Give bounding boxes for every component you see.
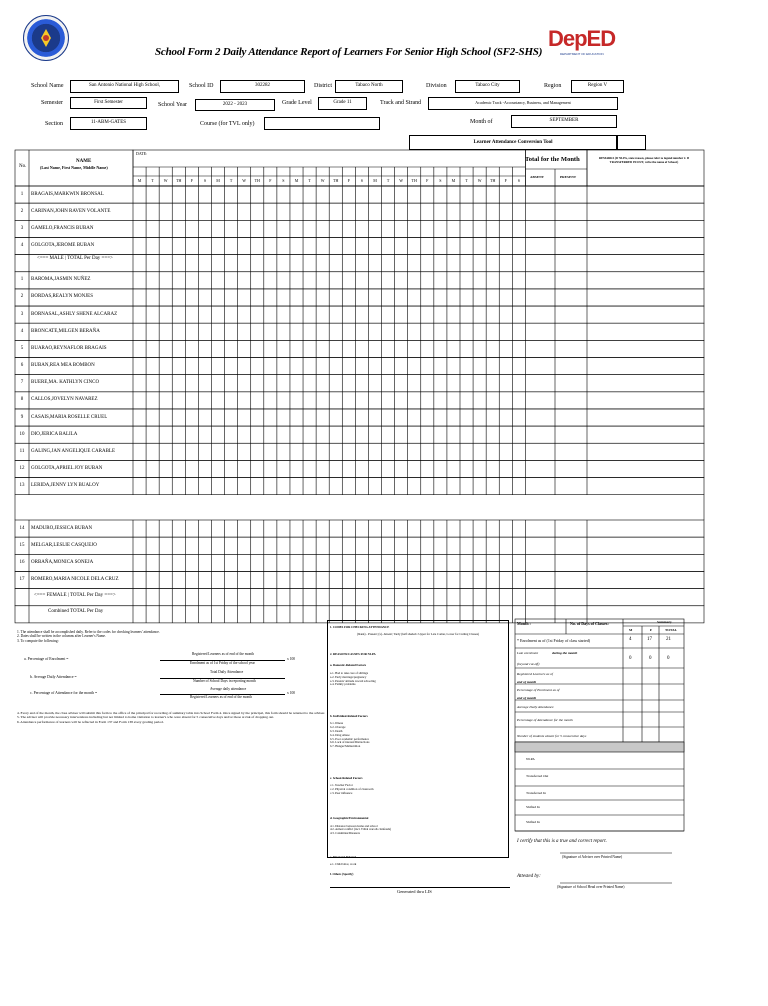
nlpa-label: NLPA [526,757,535,761]
day-label-th: TH [176,178,182,183]
day-label-s: S [203,178,207,183]
month-label: Month of [470,119,493,125]
course-label: Course (for TVL only) [200,121,255,127]
female-row-number: 7 [20,380,24,386]
day-label-f: F [426,178,429,183]
female-row-number: 14 [19,525,25,531]
reason-a: a. Domestic-Related Factors [330,663,367,668]
late-total: 0 [667,656,670,661]
formula-c-den: Registered Learners as of end of the month [190,695,252,699]
summary-total-header: TOTAL [665,628,677,632]
instruction-1: 1. The attendance shall be accomplished daily. Refer to the codes for checking learners' attendance. [17,630,160,634]
female-student-name: GALING,JAN ANGELIQUE CARABLE [31,448,116,454]
reason-b: b. Individual-Related Factors [330,713,368,718]
shifted-in-label: Shifted In [526,805,540,809]
pct-attendance-label: Percentage of Attendance for the month [517,718,573,722]
day-label-f: F [504,178,507,183]
codes-body: (blank) - Present; (x)- Absent; Tardy (half shaded= Upper for Late Comer, Lower for Cutting Classes) [356,632,480,637]
end-month-label: end of month [517,680,537,684]
female-row-number: 11 [19,448,25,454]
female-student-name: BORNASAL,ASHLY SHENE ALCARAZ [31,311,118,317]
school-id-field[interactable]: 302282 [220,80,305,93]
division-label: Division [426,83,447,89]
formula-b-den: Number of School Days in reporting month [193,679,256,683]
formula-b-num: Total Daily Attendance [210,670,244,674]
pct-enrolment-label: Percentage of Enrolment as of [517,688,560,692]
day-label-m: M [451,178,456,183]
formula-a-label: a. Percentage of Enrolment = [24,657,69,661]
day-label-s: S [517,178,520,183]
date-header: DATE: [136,151,148,156]
female-student-name: BUBAN,REA MEA BOMBON [31,363,95,369]
day-label-f: F [190,178,193,183]
late-f: 0 [649,656,652,661]
day-label-th: TH [490,178,496,183]
female-row-number: 13 [19,483,25,489]
transferred-out-label: Transferred Out [526,774,549,778]
deped-subtitle: DEPARTMENT OF EDUCATION [560,52,604,56]
day-label-t: T [308,178,311,183]
female-student-name: BAROMA,JASMIN NUÑEZ [31,277,91,283]
enrolment-label: * Enrolment as of (1st Friday of class started) [517,638,591,643]
col-name-header: NAME [76,159,92,164]
semester-field[interactable]: First Semester [70,97,147,109]
footer-line [330,887,510,888]
female-row-number: 2 [20,294,24,300]
female-row-number: 16 [19,559,25,565]
female-student-name: ROMERO,MARIA NICOLE DELA CRUZ [31,577,119,583]
female-student-name: GOLGOTA,APRIEL JOY BUBAN [31,465,103,471]
day-label-s: S [360,178,364,183]
col-name-subheader: (Last Name, First Name, Middle Name) [40,165,108,170]
female-student-name: MADURO,JESSICA BUBAN [31,525,93,531]
enrolment-f: 17 [647,637,652,642]
female-row-number: 12 [19,465,25,471]
day-label-th: TH [254,178,260,183]
day-label-w: W [163,178,168,183]
division-field[interactable]: Tabaco City [455,80,520,93]
female-row-number: 8 [20,397,24,403]
female-student-name: CALLOS,JOVELYN NAVAREZ [31,397,98,403]
day-label-m: M [137,178,142,183]
reasons-title: 2. REASONS/CAUSES FOR NLPA [330,651,376,656]
during-month-label: during the month [552,651,578,655]
reason-b-items: b.1. Illness b.2. Overage b.3. Death b.4. Drug Abuse b.5. Poor academic performance b.6. Lack of interest/Distractions b.7. Hunger/Malnutrition [330,721,370,749]
head-signature-caption: (Signature of School Head over Printed Name) [557,885,625,889]
school-year-label: School Year [158,102,188,108]
male-student-name: CARINAN,JOHN RAVEN VOLANTE [31,208,111,214]
formula-a-den: Enrolment as of 1st Friday of the school year [190,661,255,665]
day-label-t: T [386,178,390,183]
male-student-name: GOLGOTA,JEROME BUBAN [31,243,95,249]
school-year-field[interactable]: 2022 - 2023 [195,99,275,111]
summary-days-label: No. of Days of Classes: [570,621,609,626]
female-student-name: BRONCATE,MILGEN BERAÑA [31,328,100,334]
reason-e: e. Financial-Related [330,854,356,859]
female-row-number: 1 [20,277,24,283]
absent5-label: Number of students absent for 5 consecutive days [517,734,587,738]
female-row-number: 3 [20,311,24,317]
male-row-number: 4 [20,243,24,249]
district-field[interactable]: Tabaco North [335,80,403,93]
day-label-w: W [242,178,247,183]
late-enrolment-label: Late enrolment [517,651,539,655]
codes-title: 1. CODES FOR CHECKING ATTENDANCE [330,624,390,629]
female-student-name: BUERE,MA. KATHLYN CINCO [31,380,100,386]
shifted-label: Shifted In [526,820,540,824]
school-name-label: School Name [31,83,64,89]
beyond-cutoff-label: (beyond cut-off) [517,662,540,666]
day-label-f: F [269,178,272,183]
female-student-name: LERIDA,JENNY LYN BUALOY [31,483,100,489]
male-row-number: 3 [20,225,24,231]
summary-m-header: M [629,628,633,632]
day-label-w: W [477,178,482,183]
reason-c: c. School-Related Factors [330,775,363,780]
formula-c-num: Average daily attendance [210,687,247,691]
female-row-number: 10 [19,431,25,437]
month-field[interactable]: SEPTEMBER [511,115,617,128]
section-field[interactable]: 11-ABM-GATES [70,117,147,130]
instruction-2: 2. Dates shall be written in the columns after Learner's Name. [17,634,106,639]
reason-e-items: e.1. Child labor, work [330,862,357,867]
reason-d-items: d.1. Distance between home and school d.2. Armed conflict (incl. Tribal wars & clanfeuds) d.3. Calamities/Disasters [330,823,391,836]
reason-c-items: c.1. Teacher Factor c.2. Physical condition of classroom c.3. Peer influence [330,783,374,795]
reason-f: f. Others (Specify) [330,871,354,876]
male-row-number: 1 [20,191,24,197]
female-row-number: 5 [20,345,24,351]
male-student-name: BRAGAIS,MARKWIN BRONSAL [31,191,104,197]
semester-label: Semester [41,100,63,106]
present-header: PRESENT [560,175,577,179]
reason-a-items: a.1. Had to take care of siblings a.2. Early marriage/pregnancy a.3. Parents' attitude toward schooling a.4. Family problems [330,670,376,687]
formula-a-num: Registered Learners as of end of the month [192,652,254,656]
instruction-3: 3. To compute the following: [17,638,59,643]
school-name-field[interactable]: San Antonio National High School, [70,80,179,93]
formula-c-x100: x 100 [287,691,296,695]
female-row-number: 4 [20,328,24,334]
male-student-name: GAMELO,FRANCIS BUBAN [31,225,94,231]
total-month-header: Total for the Month [525,156,580,163]
female-student-name: ORBAÑA,MONICA SONEJA [31,559,94,565]
day-label-s: S [282,178,285,183]
summary-f-header: F [650,628,653,632]
attested-text: Attested by: [517,874,541,879]
instruction-6: 6. Attendance performance of learners will be reflected in Form 137 and Form 138 every grading period. [17,719,164,724]
female-row-number: 15 [19,542,25,548]
female-student-name: CASAIS,MARIA ROSELLE CRUEL [31,414,108,420]
generated-thru-lis: Generated thru LIS [397,889,432,894]
male-total-row-label: <=== MALE | TOTAL Per Day ===> [37,256,113,261]
female-total-row-label: <=== FEMALE | TOTAL Per Day ===> [34,593,116,598]
enrolment-m: 4 [629,637,632,642]
section-label: Section [45,121,63,127]
form-title: School Form 2 Daily Attendance Report of Learners For Senior High School (SF2-SHS) [155,46,543,58]
absent-header: ABSENT [530,175,545,179]
grade-level-label: Grade Level [282,100,312,106]
day-label-w: W [320,178,325,183]
day-label-f: F [347,178,350,183]
summary-month-label: Month : [517,621,531,626]
region-field[interactable]: Region V [571,80,624,93]
day-label-w: W [399,178,404,183]
certify-text: I certify that this is a true and correct report. [517,839,607,844]
female-row-number: 9 [20,414,24,420]
deped-logo-text: DepED [548,26,616,51]
female-student-name: DIO,JERICA BALILA [31,431,78,437]
day-label-th: TH [411,178,417,183]
remarks-header: REMARKS (If NLPA, state reason, please refer to legend number 2. If TRANSFERRED IN/OUT, write the name of School.) [598,156,690,164]
track-label: Track and Strand [380,100,422,106]
instruction-5: 5. The adviser will provide necessary interventions including but not limited to home visitation to learner's who were absent for 5 consecutive days and/or those at risk of dropping out. [17,715,275,720]
registered-label: Registered Learners as of [517,672,553,676]
day-label-s: S [439,178,442,183]
day-label-m: M [216,178,220,183]
summary-header: Summary [657,620,672,624]
day-label-m: M [294,178,299,183]
male-row-number: 2 [20,208,24,214]
track-field[interactable]: Academic Track -Accountancy, Business, and Management [428,97,618,110]
female-student-name: BORDAS,REALYN MONJES [31,294,94,300]
avg-daily-label: Average Daily Attendance [517,705,554,709]
day-label-th: TH [333,178,339,183]
day-label-t: T [151,178,154,183]
day-label-m: M [373,178,377,183]
grade-level-field[interactable]: Grade 11 [318,97,367,110]
female-row-number: 6 [20,363,24,369]
day-label-t: T [229,178,233,183]
col-no-header: No. [19,164,27,169]
instruction-4: 4. Every end of the month, the class adviser will submit this form to the office of the principal for recording of summary table into School Form 4. Once signed by the principal, this form should be returned to the adviser. [17,711,325,715]
enrolment-total: 21 [666,637,671,642]
combined-total-row-label: Combined TOTAL Per Day [48,609,104,614]
conversion-tool-label: Learner Attendance Conversion Tool [409,135,617,150]
district-label: District [314,83,332,89]
transferred-in-label: Transferred In [526,791,546,795]
adviser-signature-caption: (Signature of Adviser over Printed Name) [562,855,623,859]
end-month-label-2: end of month [517,696,537,700]
late-m: 0 [629,656,632,661]
reason-d: d. Geographic/Environmental [330,816,369,821]
day-label-t: T [465,178,468,183]
formula-c-label: c. Percentage of Attendance for the month = [30,691,98,695]
formula-b-label: b. Average Daily Attendance = [30,675,77,679]
formula-a-x100: x 100 [287,657,296,661]
region-label: Region [544,83,562,89]
school-id-label: School ID [189,83,214,89]
female-student-name: MELGAR,LESLIE CASQUEJO [31,542,97,548]
female-row-number: 17 [19,577,25,583]
female-student-name: BUARAO,REYNAFLOR BRAGAIS [31,345,107,351]
